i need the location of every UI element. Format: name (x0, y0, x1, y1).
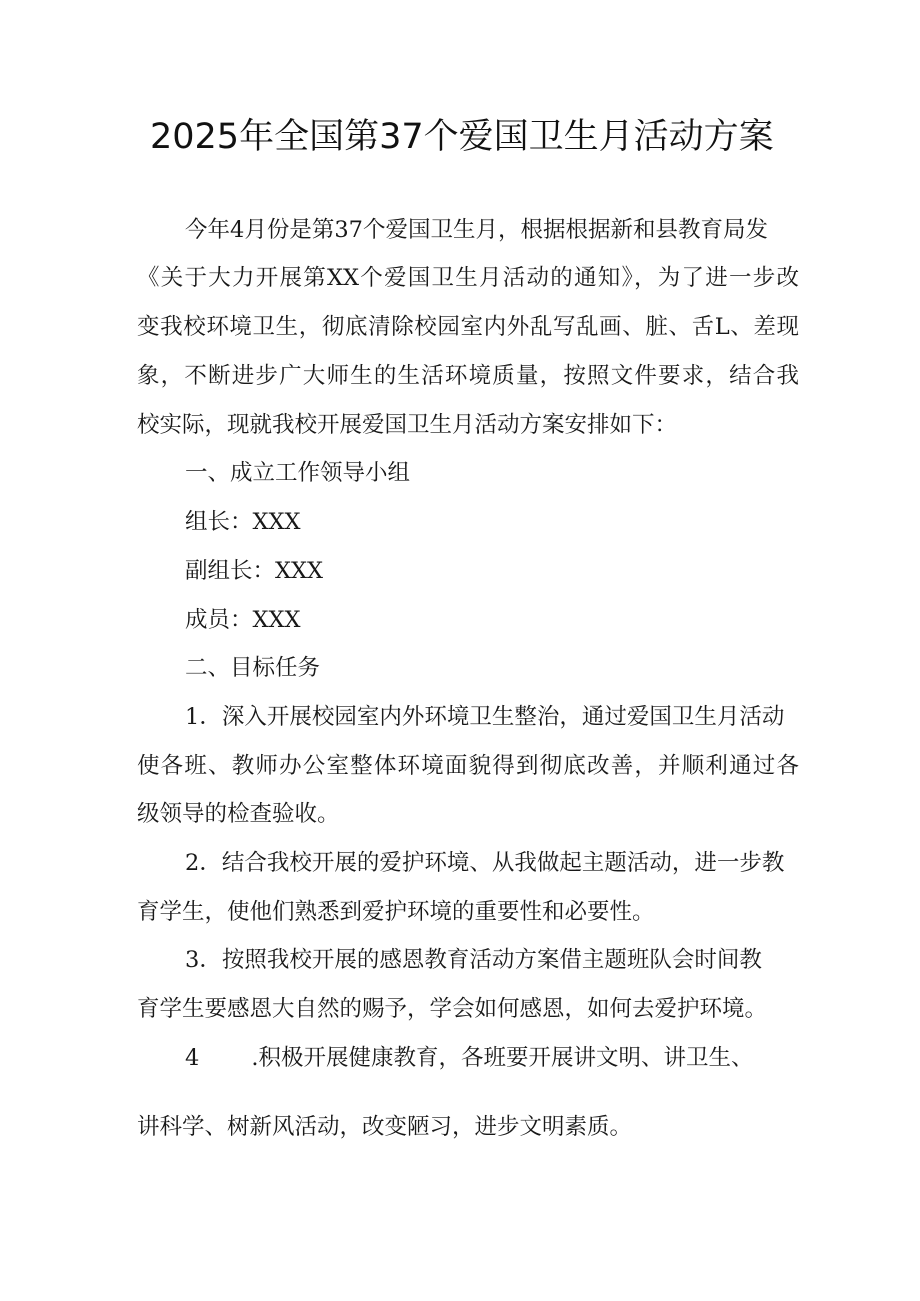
item-4-line-2: 讲科学、树新风活动，改变陋习，进步文明素质。 (137, 1114, 633, 1140)
item-1-line-1: 1．深入开展校园室内外环境卫生整治，通过爱国卫生月活动 (185, 704, 785, 730)
section-heading-2: 二、目标任务 (185, 655, 321, 681)
item-2-line-1: 2．结合我校开展的爱护环境、从我做起主题活动，进一步教 (185, 850, 785, 876)
document-title: 2025年全国第37个爱国卫生月活动方案 (150, 117, 774, 157)
item-4-text: .积极开展健康教育，各班要开展讲文明、讲卫生、 (251, 1045, 754, 1071)
item-3-line-1: 3．按照我校开展的感恩教育活动方案借主题班队会时间教 (185, 947, 762, 973)
leader-line: 组长：XXX (185, 509, 301, 535)
item-4-number: 4 (185, 1045, 200, 1071)
intro-line-4: 象，不断进步广大师生的生活环境质量，按照文件要求，结合我 (137, 363, 799, 389)
intro-line-5: 校实际，现就我校开展爱国卫生月活动方案安排如下： (137, 412, 678, 438)
deputy-leader-line: 副组长：XXX (185, 558, 324, 584)
item-1-line-3: 级领导的检查验收。 (137, 801, 340, 827)
members-line: 成员：XXX (185, 607, 301, 633)
item-4-line-1 (185, 1042, 753, 1074)
intro-line-3: 变我校环境卫生，彻底清除校园室内外乱写乱画、脏、舌L、差现 (137, 314, 799, 340)
item-3-line-2: 育学生要感恩大自然的赐予，学会如何感恩，如何去爱护环境。 (137, 996, 768, 1022)
item-2-line-2: 育学生，使他们熟悉到爱护环境的重要性和必要性。 (137, 899, 655, 925)
intro-line-2: 《关于大力开展第XX个爱国卫生月活动的通知》，为了进一步改 (137, 265, 799, 291)
intro-line-1: 今年4月份是第37个爱国卫生月，根据根据新和县教育局发 (185, 217, 768, 243)
item-1-line-2: 使各班、教师办公室整体环境面貌得到彻底改善，并顺利通过各 (137, 753, 799, 779)
section-heading-1: 一、成立工作领导小组 (185, 460, 411, 486)
